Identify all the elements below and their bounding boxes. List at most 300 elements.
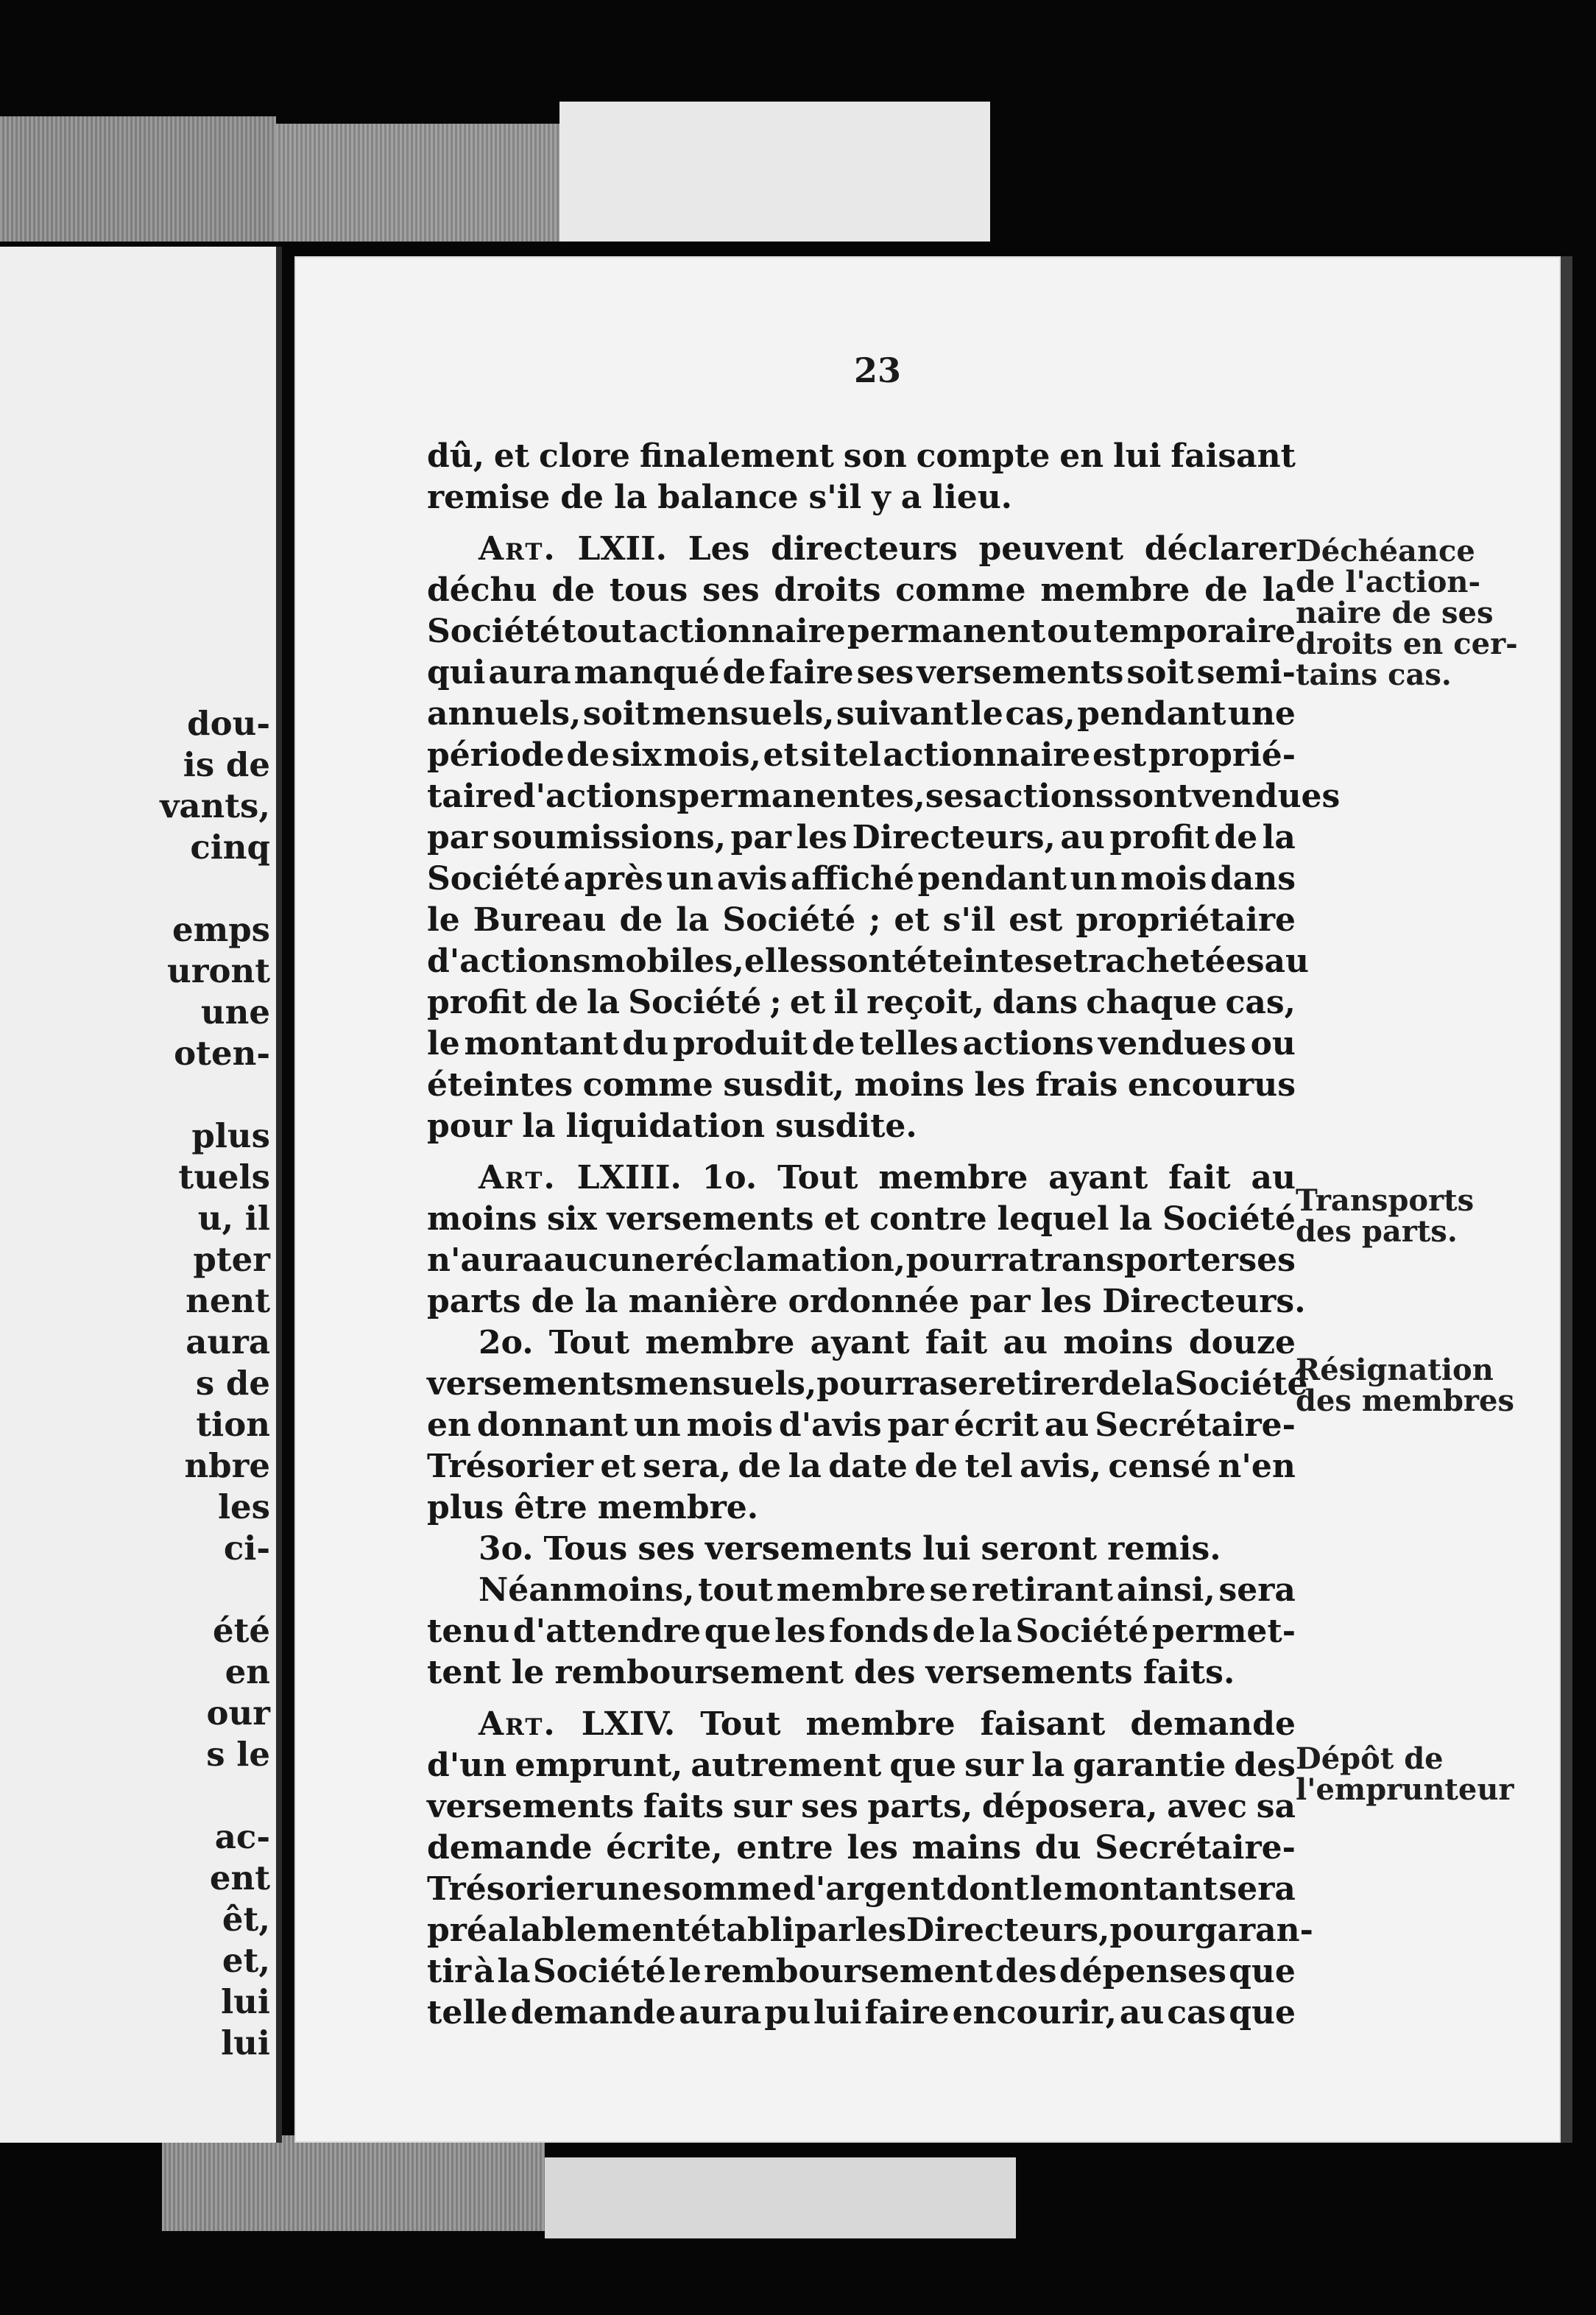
body-word: que xyxy=(1229,1994,1296,2032)
margin-note-line: naire de ses xyxy=(1296,596,1494,630)
body-word: fait xyxy=(925,1324,988,1361)
left-fragment-line: ci- xyxy=(223,1529,270,1568)
body-word: Tout xyxy=(777,1159,858,1197)
body-word: que xyxy=(889,1747,957,1784)
body-word: Art. xyxy=(479,1159,557,1197)
body-word: versements xyxy=(917,654,1124,691)
body-word: le xyxy=(511,1654,545,1691)
body-line xyxy=(427,1199,1296,1240)
body-word: Trésorier xyxy=(427,1448,593,1485)
body-word: d'actions xyxy=(427,942,591,980)
body-word: directeurs xyxy=(771,530,958,568)
body-word: encourir, xyxy=(952,1994,1117,2032)
body-line xyxy=(427,900,1296,941)
margin-note-line: Transports xyxy=(1296,1183,1475,1218)
body-word: la xyxy=(788,1448,822,1485)
body-word: et xyxy=(600,1448,636,1485)
body-word: finalement xyxy=(639,437,834,475)
body-word: Directeurs. xyxy=(1102,1283,1306,1320)
left-fragment-line: lui xyxy=(221,1982,270,2021)
body-word: vendues xyxy=(1192,778,1341,815)
body-word: faire xyxy=(864,1994,950,2032)
body-word: ; xyxy=(769,984,782,1021)
margin-note-line: Dépôt de xyxy=(1296,1741,1444,1776)
body-word: les xyxy=(796,819,847,856)
body-line xyxy=(427,859,1296,900)
body-word: plus xyxy=(427,1489,504,1526)
body-word: aura xyxy=(488,654,571,691)
body-word: Trésorier xyxy=(427,1870,593,1908)
body-word: au xyxy=(1003,1324,1048,1361)
body-word: préalablement xyxy=(427,1911,691,1949)
body-word: et xyxy=(493,437,530,475)
body-word: Secrétaire- xyxy=(1095,1829,1296,1867)
body-word: a xyxy=(900,479,922,516)
body-word: il xyxy=(833,984,858,1021)
body-word: comme xyxy=(582,1066,713,1104)
body-word: versements xyxy=(705,1530,913,1568)
body-word: mois xyxy=(686,1406,773,1444)
body-word: remboursement xyxy=(704,1953,993,1990)
body-word: établi xyxy=(691,1911,795,1949)
body-line xyxy=(427,652,1296,694)
body-word: six xyxy=(611,736,662,774)
body-word: fait xyxy=(1168,1159,1231,1197)
left-fragment-line: oten- xyxy=(174,1034,270,1073)
body-word: garantie xyxy=(1073,1747,1226,1784)
left-page xyxy=(0,247,282,2143)
body-word: de xyxy=(1214,819,1258,856)
body-word: emprunt, xyxy=(515,1747,683,1784)
body-word: que xyxy=(1229,1953,1296,1990)
body-word: comme xyxy=(895,571,1026,609)
body-word: droits xyxy=(774,571,881,609)
body-word: tent xyxy=(427,1654,501,1691)
body-word: LXIII. xyxy=(576,1159,682,1197)
body-word: autrement xyxy=(691,1747,882,1784)
body-word: temporaire xyxy=(1093,613,1296,650)
body-word: lui xyxy=(1112,437,1162,475)
left-fragment-line: is de xyxy=(183,745,270,784)
body-word: à xyxy=(473,1953,495,1990)
body-word: Société xyxy=(427,860,560,898)
body-word: au xyxy=(1119,1994,1165,2032)
body-word: telle xyxy=(427,1994,508,2032)
body-word: Bureau xyxy=(473,901,607,939)
body-word: douze xyxy=(1188,1324,1296,1361)
body-word: ses xyxy=(801,1788,858,1825)
body-word: et xyxy=(894,901,930,939)
body-word: n'en xyxy=(1218,1448,1296,1485)
body-word: cas xyxy=(1167,1994,1226,2032)
body-word: le xyxy=(427,901,460,939)
body-word: en xyxy=(427,1406,471,1444)
body-word: faisant xyxy=(1170,437,1296,475)
body-line xyxy=(427,1786,1296,1828)
body-word: moins xyxy=(1063,1324,1173,1361)
left-fragment-line: ent xyxy=(209,1858,270,1898)
body-word: semi- xyxy=(1196,654,1296,691)
body-word: au xyxy=(1251,1159,1296,1197)
body-word: Société xyxy=(1162,1200,1296,1238)
left-fragment-line: êt, xyxy=(222,1900,270,1939)
body-line xyxy=(427,1529,1296,1570)
body-word: retirer xyxy=(978,1365,1098,1403)
body-word: sur xyxy=(964,1747,1024,1784)
body-word: y xyxy=(872,479,891,516)
body-line xyxy=(427,1951,1296,1992)
body-word: pour xyxy=(1109,1911,1195,1949)
body-word: censé xyxy=(1108,1448,1211,1485)
body-word: suivant xyxy=(836,695,969,733)
body-word: six xyxy=(547,1200,597,1238)
body-line xyxy=(427,477,1296,518)
body-word: lieu. xyxy=(932,479,1012,516)
body-word: susdit, xyxy=(723,1066,844,1104)
body-word: contre xyxy=(869,1200,987,1238)
body-line xyxy=(427,1158,1296,1199)
body-word: un xyxy=(633,1406,681,1444)
body-word: de xyxy=(566,736,610,774)
body-word: membre xyxy=(776,1571,926,1609)
body-word: compte xyxy=(916,437,1051,475)
body-word: et xyxy=(789,984,826,1021)
body-word: Tout xyxy=(548,1324,630,1361)
body-word: produit xyxy=(672,1025,808,1063)
body-word: Société xyxy=(532,1953,666,1990)
left-fragment-line: les xyxy=(217,1487,270,1526)
left-fragment-line: nbre xyxy=(184,1446,270,1485)
binding-cloth-bottom xyxy=(162,2135,545,2231)
body-word: de xyxy=(534,984,579,1021)
body-word: Directeurs, xyxy=(852,819,1056,856)
left-fragment-line: pter xyxy=(193,1240,270,1279)
body-word: les xyxy=(855,1911,906,1949)
body-word: ses xyxy=(925,778,983,815)
body-word: Société xyxy=(628,984,762,1021)
body-word: retirant xyxy=(971,1571,1114,1609)
page-number: 23 xyxy=(854,350,902,390)
body-word: au xyxy=(1044,1406,1090,1444)
body-word: de xyxy=(560,479,604,516)
body-word: la xyxy=(613,479,648,516)
body-word: remis. xyxy=(1107,1530,1221,1568)
body-word: elles xyxy=(744,942,829,980)
body-word: soumissions, xyxy=(492,819,727,856)
margin-note xyxy=(1296,1185,1516,1247)
body-word: dû, xyxy=(427,437,485,475)
body-word: garan- xyxy=(1194,1911,1313,1949)
body-word: le xyxy=(970,695,1003,733)
body-word: du xyxy=(1034,1829,1081,1867)
left-fragment-line: aura xyxy=(186,1322,270,1361)
body-word: profit xyxy=(427,984,527,1021)
body-line xyxy=(427,1570,1296,1611)
left-fragment-line: et, xyxy=(222,1941,270,1980)
left-fragment-line: cinq xyxy=(190,828,270,867)
body-line xyxy=(427,1240,1296,1281)
body-word: écrite, xyxy=(606,1829,723,1867)
body-word: Art. xyxy=(479,530,557,568)
body-word: Les xyxy=(688,530,750,568)
body-word: actionnaire xyxy=(883,736,1091,774)
body-word: au xyxy=(1060,819,1105,856)
body-line xyxy=(427,1065,1296,1106)
body-word: sera xyxy=(1218,1571,1296,1609)
body-word: pourra xyxy=(905,1241,1029,1279)
body-line xyxy=(427,1023,1296,1065)
body-word: ses xyxy=(1238,1241,1296,1279)
body-word: demande xyxy=(427,1829,593,1867)
body-word: son xyxy=(843,437,907,475)
body-word: avec xyxy=(1167,1788,1248,1825)
body-word: cas, xyxy=(1225,984,1296,1021)
body-line xyxy=(427,1322,1296,1364)
body-word: les xyxy=(847,1829,898,1867)
body-word: entre xyxy=(736,1829,833,1867)
body-word: se xyxy=(939,1365,979,1403)
body-word: faits xyxy=(643,1788,724,1825)
body-word: taire xyxy=(427,778,513,815)
body-word: Secrétaire- xyxy=(1095,1406,1296,1444)
body-line xyxy=(427,1446,1296,1487)
body-word: Directeurs, xyxy=(906,1911,1110,1949)
body-line xyxy=(427,1364,1308,1405)
body-line xyxy=(427,694,1296,735)
body-word: ses xyxy=(856,654,914,691)
body-word: balance xyxy=(657,479,799,516)
body-word: peuvent xyxy=(978,530,1124,568)
body-word: faisant xyxy=(980,1705,1106,1743)
body-word: clore xyxy=(539,437,631,475)
margin-note xyxy=(1296,1355,1516,1417)
body-word: Société xyxy=(1174,1365,1308,1403)
body-word: pourra xyxy=(816,1365,940,1403)
body-word: de xyxy=(551,571,596,609)
body-line xyxy=(427,1106,1296,1147)
body-word: la xyxy=(586,984,621,1021)
body-word: ayant xyxy=(1048,1159,1148,1197)
body-word: 3o. xyxy=(479,1530,534,1568)
body-word: Tous xyxy=(543,1530,628,1568)
body-word: liquidation xyxy=(565,1107,766,1145)
body-word: Société xyxy=(1015,1613,1149,1650)
body-word: Néanmoins, xyxy=(479,1571,695,1609)
body-word: la xyxy=(1119,1200,1153,1238)
body-word: montant xyxy=(1064,1870,1218,1908)
body-word: reçoit, xyxy=(866,984,984,1021)
body-word: avis, xyxy=(1020,1448,1101,1485)
paper-strip-top xyxy=(559,102,990,242)
left-fragment-line: uront xyxy=(167,951,270,990)
body-word: moins xyxy=(427,1200,537,1238)
body-word: tel xyxy=(833,736,881,774)
body-word: mois xyxy=(1120,860,1207,898)
left-fragment-line xyxy=(160,1775,270,1817)
body-word: et xyxy=(824,1200,860,1238)
body-word: s'il xyxy=(942,901,996,939)
binding-cloth-top-left xyxy=(0,116,276,242)
body-word: ainsi, xyxy=(1116,1571,1215,1609)
margin-note-line: droits en cer- xyxy=(1296,627,1518,661)
body-word: mobiles, xyxy=(590,942,744,980)
body-word: éteintes xyxy=(906,942,1053,980)
body-line xyxy=(427,1611,1296,1652)
body-word: lequel xyxy=(997,1200,1109,1238)
body-word: date xyxy=(828,1448,908,1485)
body-line xyxy=(427,1652,1296,1694)
body-word: par xyxy=(794,1911,855,1949)
body-word: dépenses xyxy=(1059,1953,1226,1990)
body-word: sera xyxy=(1218,1870,1296,1908)
body-word: LXIV. xyxy=(581,1705,676,1743)
body-word: la xyxy=(1141,1365,1175,1403)
body-line xyxy=(427,1281,1306,1322)
body-word: demande xyxy=(1130,1705,1296,1743)
body-word: période xyxy=(427,736,565,774)
margin-note xyxy=(1296,536,1516,691)
body-word: annuels, xyxy=(427,695,582,733)
margin-note-line: des parts. xyxy=(1296,1214,1458,1249)
body-word: mensuels, xyxy=(634,1365,817,1403)
body-line xyxy=(427,570,1296,611)
body-word: permet- xyxy=(1151,1613,1296,1650)
body-line xyxy=(427,1704,1296,1745)
body-word: Tout xyxy=(700,1705,781,1743)
body-word: demande xyxy=(510,1994,677,2032)
body-word: fonds xyxy=(829,1613,929,1650)
body-word: pendant xyxy=(1077,695,1226,733)
body-word: un xyxy=(1070,860,1117,898)
body-word: vendues xyxy=(1098,1025,1246,1063)
body-word: déposera, xyxy=(981,1788,1158,1825)
body-word: aucune xyxy=(543,1241,676,1279)
left-fragment-line: vants, xyxy=(160,786,270,825)
body-word: de xyxy=(1204,571,1248,609)
body-word: lui xyxy=(813,1994,862,2032)
body-word: actionnaire xyxy=(638,613,846,650)
body-line xyxy=(427,1745,1296,1786)
body-word: rachetées xyxy=(1087,942,1265,980)
body-word: et xyxy=(763,736,799,774)
body-word: être xyxy=(514,1489,587,1526)
body-word: les xyxy=(1040,1283,1092,1320)
body-word: le xyxy=(1030,1870,1063,1908)
body-line xyxy=(427,735,1296,776)
body-word: LXII. xyxy=(577,530,667,568)
body-word: le xyxy=(668,1953,702,1990)
body-word: la xyxy=(1262,819,1296,856)
body-word: manière xyxy=(628,1283,778,1320)
body-word: la xyxy=(585,1283,618,1320)
body-word: mois, xyxy=(663,736,761,774)
paper-strip-bottom xyxy=(545,2157,1016,2238)
body-word: Société xyxy=(722,901,856,939)
body-word: la xyxy=(497,1953,531,1990)
body-word: avis xyxy=(716,860,788,898)
body-word: 1o. xyxy=(702,1159,758,1197)
body-word: propriétaire xyxy=(1076,901,1296,939)
body-word: des xyxy=(1234,1747,1296,1784)
body-word: frais xyxy=(1035,1066,1118,1104)
body-word: pour xyxy=(427,1107,512,1145)
body-line xyxy=(427,1910,1313,1951)
body-word: de xyxy=(531,1283,575,1320)
body-word: remise xyxy=(427,479,551,516)
body-line xyxy=(427,1828,1296,1869)
margin-note-line: de l'action- xyxy=(1296,565,1481,599)
body-word: d'argent xyxy=(793,1870,946,1908)
body-word: d'un xyxy=(427,1747,507,1784)
body-word: la xyxy=(522,1107,556,1145)
body-line xyxy=(427,436,1296,477)
body-word: si xyxy=(800,736,831,774)
body-word: éteintes xyxy=(427,1066,573,1104)
body-word: membre xyxy=(805,1705,956,1743)
body-line xyxy=(427,611,1296,652)
body-word: ou xyxy=(1047,613,1092,650)
body-line xyxy=(427,817,1296,859)
body-word: parts, xyxy=(867,1788,973,1825)
body-word: du xyxy=(622,1025,669,1063)
body-word: qui xyxy=(427,654,486,691)
body-word: membre xyxy=(878,1159,1028,1197)
left-fragment-line xyxy=(160,1569,270,1610)
body-word: permanentes, xyxy=(677,778,925,815)
body-word: telles xyxy=(859,1025,958,1063)
body-word: déchu xyxy=(427,571,537,609)
body-word: sont xyxy=(1113,778,1193,815)
body-word: sa xyxy=(1256,1788,1296,1825)
left-fragment-line: ac- xyxy=(214,1817,270,1856)
margin-note-line: des membres xyxy=(1296,1384,1514,1418)
body-word: au xyxy=(1264,942,1310,980)
body-word: les xyxy=(974,1066,1025,1104)
left-fragment-line: une xyxy=(200,993,270,1032)
body-word: la xyxy=(978,1613,1012,1650)
body-word: ses xyxy=(702,571,760,609)
body-word: somme xyxy=(663,1870,792,1908)
left-fragment-line: été xyxy=(212,1611,270,1650)
body-word: un xyxy=(666,860,714,898)
body-word: dont xyxy=(946,1870,1029,1908)
body-word: dans xyxy=(1210,860,1296,898)
body-word: déclarer xyxy=(1144,530,1296,568)
body-word: d'avis xyxy=(778,1406,882,1444)
body-word: profit xyxy=(1109,819,1210,856)
body-word: seront xyxy=(981,1530,1098,1568)
body-word: tous xyxy=(609,571,688,609)
body-word: tout xyxy=(561,613,637,650)
body-word: versements xyxy=(427,1788,635,1825)
body-word: aura xyxy=(679,1994,762,2032)
body-word: écrit xyxy=(953,1406,1039,1444)
body-word: après xyxy=(563,860,663,898)
body-word: tir xyxy=(427,1953,472,1990)
body-word: versements xyxy=(925,1654,1133,1691)
body-word: permanent xyxy=(847,613,1046,650)
body-line xyxy=(427,941,1310,982)
body-word: tel xyxy=(964,1448,1013,1485)
body-word: le xyxy=(427,1025,460,1063)
body-word: se xyxy=(929,1571,969,1609)
body-word: transporter xyxy=(1029,1241,1238,1279)
body-word: susdite. xyxy=(775,1107,917,1145)
body-word: donnant xyxy=(476,1406,628,1444)
body-word: montant xyxy=(464,1025,618,1063)
body-text xyxy=(427,436,1341,2034)
body-word: de xyxy=(619,901,663,939)
